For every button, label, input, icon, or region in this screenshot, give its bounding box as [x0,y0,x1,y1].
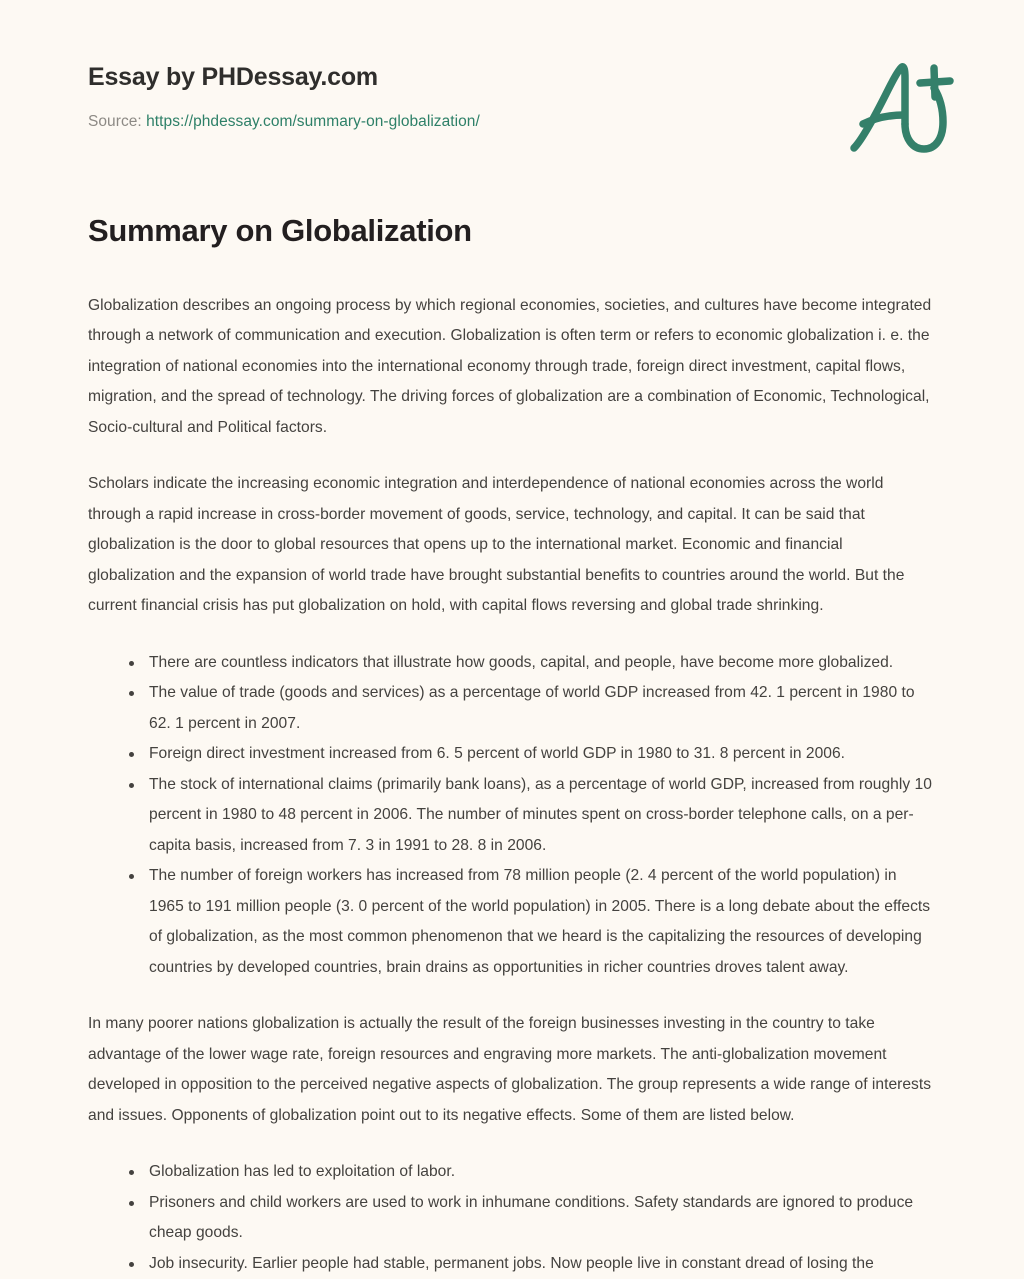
list-item: Prisoners and child workers are used to work in inhumane conditions. Safety standards are ignored to produce cheap goods. [127,1188,933,1249]
list-item: There are countless indicators that illustrate how goods, capital, and people, have become more globalized. [127,648,933,679]
list-item: Foreign direct investment increased from 6. 5 percent of world GDP in 1980 to 31. 8 percent in 2006. [127,739,933,770]
paragraph: Scholars indicate the increasing economic integration and interdependence of national economies across the world through a rapid increase in cross-border movement of goods, service, technology, and capital. It can be said that globalization is the door to global resources that opens up to the international market. Economic and financial globalization and the expansion of world trade have brought substantial benefits to countries around the world. But the current financial crisis has put globalization on hold, with capital flows reversing and global trade shrinking. [88,475,905,615]
article-body [88,291,933,1279]
bullet-list [88,648,933,984]
page-header [0,0,1024,130]
a-plus-logo-icon[interactable] [842,52,962,162]
brand-title: Essay by PHDessay.com [88,63,378,91]
list-item: The stock of international claims (primarily bank loans), as a percentage of world GDP, increased from roughly 10 percent in 1980 to 48 percent in 2006. The number of minutes spent on cross-border telephone calls, on a per-capita basis, increased from 7. 3 in 1991 to 28. 8 in 2006. [127,770,933,862]
list-item: Job insecurity. Earlier people had stable, permanent jobs. Now people live in constant dread of losing the [127,1249,933,1279]
list-item: The value of trade (goods and services) as a percentage of world GDP increased from 42. 1 percent in 1980 to 62. 1 percent in 2007. [127,678,933,739]
source-line [88,113,960,131]
list-item: The number of foreign workers has increased from 78 million people (2. 4 percent of the world population) in 1965 to 191 million people (3. 0 percent of the world population) in 2005. There is a long debate about the effects of globalization, as the most common phenomenon that we heard is the capitalizing the resources of developing countries by developed countries, brain drains as opportunities in richer countries droves talent away. [127,861,933,983]
page-title: Summary on Globalization [88,213,472,248]
paragraph: In many poorer nations globalization is actually the result of the foreign businesses investing in the country to take advantage of the lower wage rate, foreign resources and engraving more markets. The anti-globalization movement developed in opposition to the perceived negative aspects of globalization. The group represents a wide range of interests and issues. Opponents of globalization point out to its negative effects. Some of them are listed below. [88,1015,932,1124]
bullet-list [88,1157,933,1279]
article [0,212,1024,1279]
list-item: Globalization has led to exploitation of labor. [127,1157,933,1188]
source-url-link[interactable]: https://phdessay.com/summary-on-globalization/ [146,113,480,130]
source-label: Source: [88,113,142,130]
paragraph: Globalization describes an ongoing process by which regional economies, societies, and cultures have become integrated through a network of communication and execution. Globalization is often term or refers to economic globalization i. e. the integration of national economies into the international economy through trade, foreign direct investment, capital flows, migration, and the spread of technology. The driving forces of globalization are a combination of Economic, Technological, Socio-cultural and Political factors. [88,296,932,436]
